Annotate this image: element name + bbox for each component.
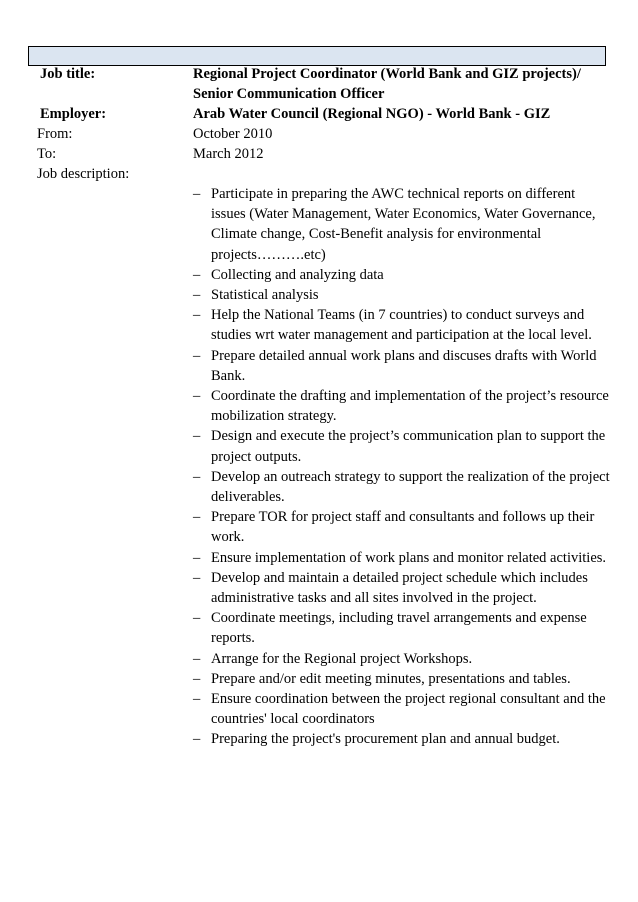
duty-list-item xyxy=(193,608,613,648)
dash-bullet-icon: – xyxy=(193,307,201,324)
dash-bullet-icon: – xyxy=(193,287,201,304)
duty-list-item xyxy=(193,568,613,608)
duty-list-item xyxy=(193,548,613,568)
dash-bullet-icon: – xyxy=(193,347,201,364)
duty-list-item xyxy=(193,346,613,386)
duty-list-item xyxy=(193,184,613,265)
duty-text: Preparing the project's procurement plan and annual budget. xyxy=(211,731,560,748)
job-duties-list xyxy=(193,184,613,750)
duty-list-item xyxy=(193,649,613,669)
duty-list-item xyxy=(193,386,613,426)
dash-bullet-icon: – xyxy=(193,509,201,526)
dash-bullet-icon: – xyxy=(193,569,201,586)
dash-bullet-icon: – xyxy=(193,266,201,283)
duty-list-item xyxy=(193,426,613,466)
dash-bullet-icon: – xyxy=(193,468,201,485)
duty-list-item xyxy=(193,305,613,345)
duty-text: Statistical analysis xyxy=(211,287,319,304)
duty-list-item xyxy=(193,669,613,689)
to-value: March 2012 xyxy=(193,146,264,162)
duty-text: Prepare and/or edit meeting minutes, presentations and tables. xyxy=(211,670,571,687)
duty-list-item xyxy=(193,689,613,729)
to-label: To: xyxy=(37,146,57,162)
duty-text: Ensure implementation of work plans and monitor related activities. xyxy=(211,549,607,566)
duty-text: Design and execute the project’s communication plan to support the project outputs. xyxy=(211,428,606,465)
dash-bullet-icon: – xyxy=(193,428,201,445)
duty-text: Coordinate meetings, including travel arrangements and expense reports. xyxy=(211,610,587,647)
employer-label: Employer: xyxy=(40,106,107,122)
duty-text: Develop and maintain a detailed project schedule which includes administrative tasks and all sites involved in the project. xyxy=(211,569,588,607)
section-header-bar xyxy=(28,46,606,66)
duty-list-item xyxy=(193,285,613,305)
dash-bullet-icon: – xyxy=(193,549,201,566)
duty-text: Prepare TOR for project staff and consultants and follows up their work. xyxy=(211,509,595,546)
job-title-label: Job title: xyxy=(40,66,96,82)
dash-bullet-icon: – xyxy=(193,186,201,202)
dash-bullet-icon: – xyxy=(193,610,201,627)
dash-bullet-icon: – xyxy=(193,388,201,405)
duty-text: Prepare detailed annual work plans and discuses drafts with World Bank. xyxy=(211,347,597,384)
duty-text: Coordinate the drafting and implementation of the project’s resource mobilization strategy. xyxy=(211,388,609,425)
job-title-value: Regional Project Coordinator (World Bank and GIZ projects)/ Senior Communication Officer xyxy=(193,66,581,102)
duty-text: Collecting and analyzing data xyxy=(211,266,384,283)
duty-text: Ensure coordination between the project regional consultant and the countries' local coordinators xyxy=(211,691,606,728)
from-label: From: xyxy=(37,126,73,142)
duty-list-item xyxy=(193,729,613,749)
duty-text: Participate in preparing the AWC technical reports on different issues (Water Management, Water Economics, Water Governance, Climate change, Cost-Benefit analysis for environmental projects……….etc) xyxy=(211,186,596,263)
duty-list-item xyxy=(193,467,613,507)
duty-list-item xyxy=(193,507,613,547)
employer-value: Arab Water Council (Regional NGO) - World Bank - GIZ xyxy=(193,106,551,122)
job-description-label: Job description: xyxy=(37,166,130,182)
dash-bullet-icon: – xyxy=(193,691,201,708)
duty-text: Help the National Teams (in 7 countries) to conduct surveys and studies wrt water management and participation at the local level. xyxy=(211,307,592,344)
dash-bullet-icon: – xyxy=(193,650,201,667)
from-value: October 2010 xyxy=(193,126,273,142)
duty-text: Develop an outreach strategy to support the realization of the project deliverables. xyxy=(211,468,610,506)
duty-text: Arrange for the Regional project Workshops. xyxy=(211,650,473,667)
dash-bullet-icon: – xyxy=(193,731,201,748)
dash-bullet-icon: – xyxy=(193,670,201,687)
duty-list-item xyxy=(193,265,613,285)
